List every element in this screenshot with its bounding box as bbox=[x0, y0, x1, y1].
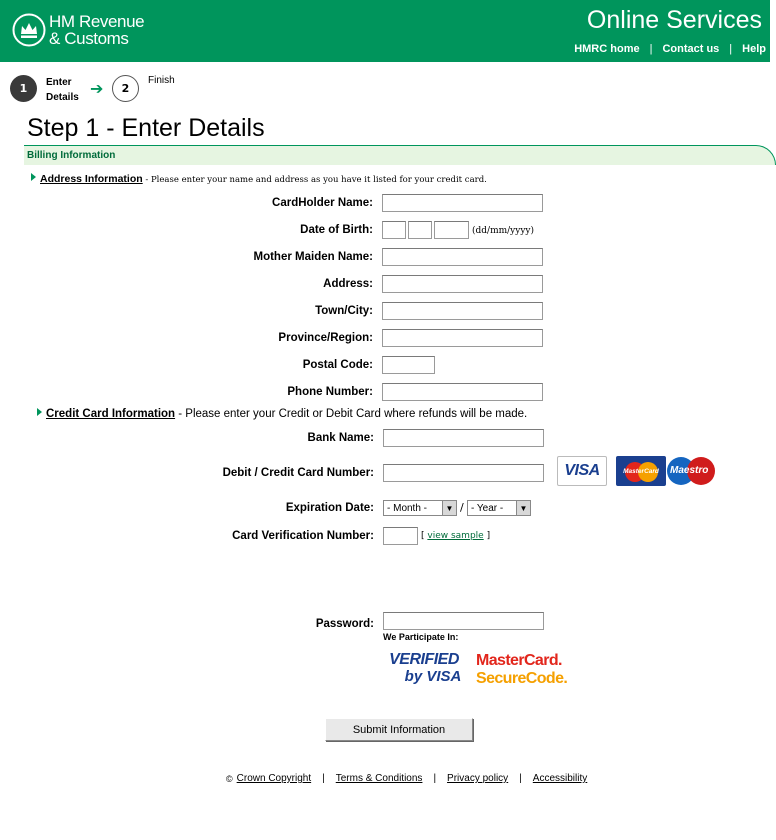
visa-logo-text: VISA bbox=[564, 462, 600, 479]
footer bbox=[226, 773, 587, 784]
billing-section-bar bbox=[24, 145, 776, 165]
dob-label: Date of Birth: bbox=[300, 224, 373, 236]
bracket-close: ] bbox=[486, 531, 491, 541]
province-label: Province/Region: bbox=[278, 332, 373, 344]
arrow-right-icon: ➔ bbox=[90, 79, 104, 98]
card-section-heading bbox=[37, 408, 527, 420]
mastercard-card-logo bbox=[616, 456, 666, 486]
mc-securecode-line1: MasterCard. bbox=[476, 652, 562, 669]
nav-separator: | bbox=[649, 43, 653, 55]
address-label: Address: bbox=[323, 278, 373, 290]
billing-section-label: Billing Information bbox=[27, 150, 116, 161]
participate-label: We Participate In: bbox=[383, 632, 459, 642]
verified-line2: by VISA bbox=[404, 668, 462, 685]
chevron-down-icon: ▼ bbox=[516, 501, 530, 515]
submit-information-button[interactable]: Submit Information bbox=[325, 718, 473, 741]
step1-label-line2: Details bbox=[46, 92, 79, 103]
province-input[interactable] bbox=[382, 329, 543, 347]
top-nav bbox=[574, 43, 766, 55]
cardholder-input[interactable] bbox=[382, 194, 543, 212]
maestro-card-logo bbox=[667, 456, 717, 486]
bank-name-input[interactable] bbox=[383, 429, 544, 447]
footer-separator: | bbox=[322, 773, 325, 784]
postal-input[interactable] bbox=[382, 356, 435, 374]
cardholder-label: CardHolder Name: bbox=[272, 197, 373, 209]
town-label: Town/City: bbox=[315, 305, 373, 317]
step1-indicator: 1 bbox=[10, 75, 37, 102]
card-section-desc: - Please enter your Credit or Debit Card where refunds will be made. bbox=[175, 408, 528, 420]
view-sample-wrapper bbox=[421, 531, 490, 541]
hmrc-home-link[interactable]: HMRC home bbox=[574, 43, 640, 55]
dob-year-input[interactable] bbox=[434, 221, 469, 239]
cvn-label: Card Verification Number: bbox=[232, 530, 374, 542]
contact-us-link[interactable]: Contact us bbox=[662, 43, 720, 55]
dob-hint: (dd/mm/yyyy) bbox=[472, 226, 535, 236]
crown-crest-icon bbox=[12, 13, 46, 47]
page-title: Step 1 - Enter Details bbox=[27, 114, 265, 142]
card-number-input[interactable] bbox=[383, 464, 544, 482]
address-information-link[interactable]: Address Information bbox=[40, 173, 143, 185]
dob-day-input[interactable] bbox=[382, 221, 406, 239]
footer-separator: | bbox=[433, 773, 437, 784]
accessibility-link[interactable]: Accessibility bbox=[532, 773, 588, 784]
verified-by-visa-logo bbox=[384, 651, 464, 685]
visa-card-logo bbox=[557, 456, 607, 486]
postal-label: Postal Code: bbox=[302, 359, 373, 371]
mastercard-logo-text: MasterCard bbox=[623, 467, 659, 475]
footer-separator: | bbox=[519, 773, 522, 784]
step1-label bbox=[46, 75, 79, 105]
step2-label: Finish bbox=[148, 75, 175, 86]
address-section-desc: - Please enter your name and address as you have it listed for your credit card. bbox=[142, 175, 487, 185]
view-sample-link[interactable]: view sample bbox=[427, 531, 484, 541]
step2-indicator: 2 bbox=[112, 75, 139, 102]
phone-label: Phone Number: bbox=[287, 386, 373, 398]
address-input[interactable] bbox=[382, 275, 543, 293]
verified-line1: VERIFIED bbox=[389, 651, 459, 668]
step1-label-line1: Enter bbox=[46, 77, 72, 88]
bracket-open: [ bbox=[421, 531, 425, 541]
logo-line2: & Customs bbox=[49, 29, 129, 48]
terms-conditions-link[interactable]: Terms & Conditions bbox=[335, 773, 423, 784]
address-section-heading bbox=[31, 173, 487, 185]
dob-month-input[interactable] bbox=[408, 221, 432, 239]
month-select-value: - Month - bbox=[387, 502, 428, 514]
mother-maiden-input[interactable] bbox=[382, 248, 543, 266]
cvn-input[interactable] bbox=[383, 527, 418, 545]
copyright-symbol: © bbox=[226, 773, 233, 784]
mother-maiden-label: Mother Maiden Name: bbox=[253, 251, 373, 263]
bank-name-label: Bank Name: bbox=[307, 432, 374, 444]
crown-copyright-link[interactable]: Crown Copyright bbox=[236, 773, 312, 784]
site-title: Online Services bbox=[586, 6, 762, 34]
credit-card-information-link[interactable]: Credit Card Information bbox=[46, 408, 176, 420]
mastercard-securecode-logo bbox=[476, 652, 567, 688]
mc-securecode-line2: SecureCode. bbox=[476, 670, 568, 687]
town-input[interactable] bbox=[382, 302, 543, 320]
maestro-logo-text: Maestro bbox=[670, 465, 709, 476]
year-select-value: - Year - bbox=[471, 502, 504, 514]
nav-separator: | bbox=[729, 43, 733, 55]
expiry-month-select[interactable] bbox=[383, 500, 457, 516]
expiry-slash: / bbox=[460, 501, 464, 514]
chevron-down-icon: ▼ bbox=[442, 501, 456, 515]
privacy-policy-link[interactable]: Privacy policy bbox=[447, 773, 509, 784]
hmrc-logo-text[interactable] bbox=[49, 13, 144, 47]
password-label: Password: bbox=[315, 618, 374, 630]
password-input[interactable] bbox=[383, 612, 544, 630]
help-link[interactable]: Help bbox=[742, 43, 766, 55]
expiry-year-select[interactable] bbox=[467, 500, 531, 516]
expiry-label: Expiration Date: bbox=[285, 502, 374, 514]
phone-input[interactable] bbox=[382, 383, 543, 401]
logo-line1: HM Revenue bbox=[49, 12, 145, 31]
triangle-right-icon bbox=[37, 408, 42, 416]
triangle-right-icon bbox=[31, 173, 36, 181]
card-number-label: Debit / Credit Card Number: bbox=[222, 467, 374, 479]
